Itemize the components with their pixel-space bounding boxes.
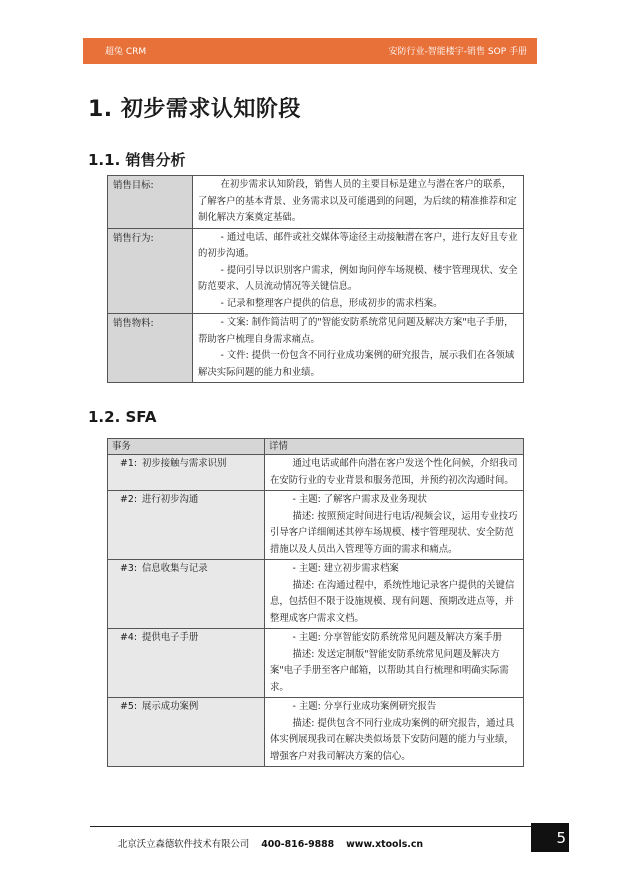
paragraph: - 主题: 建立初步需求档案 bbox=[292, 563, 399, 574]
column-header-task: 事务 bbox=[108, 439, 265, 455]
step-name: 初步接触与需求识别 bbox=[142, 458, 227, 469]
section-1-1-title: 1.1. 销售分析 bbox=[88, 151, 186, 169]
header-brand: 超兔 CRM bbox=[105, 47, 147, 57]
step-cell bbox=[108, 629, 265, 698]
table-row bbox=[108, 629, 524, 698]
page-number-box bbox=[531, 823, 569, 852]
paragraph: - 记录和整理客户提供的信息，形成初步的需求档案。 bbox=[220, 297, 443, 309]
step-cell bbox=[108, 491, 265, 560]
step-cell bbox=[108, 560, 265, 629]
footer-phone: 400-816-9888 bbox=[261, 839, 335, 850]
sales-analysis-table bbox=[107, 175, 524, 383]
paragraph: - 提问引导以识别客户需求，例如询问停车场规模、楼宇管理现状、安全防范要求、人员流动情况等关键信息。 bbox=[198, 264, 518, 292]
header-doc-title: 安防行业-智能楼宇-销售 SOP 手册 bbox=[388, 47, 527, 57]
page-number: 5 bbox=[556, 829, 566, 847]
step-name: 信息收集与记录 bbox=[142, 563, 208, 574]
paragraph: - 文件: 提供一份包含不同行业成功案例的研究报告，展示我们在各领域解决实际问题的能力和业绩。 bbox=[198, 350, 515, 378]
footer-divider bbox=[90, 826, 531, 827]
step-cell bbox=[108, 455, 265, 491]
table-row bbox=[108, 455, 524, 491]
step-cell bbox=[108, 698, 265, 767]
detail-cell bbox=[265, 698, 524, 767]
row-label: 销售目标: bbox=[108, 176, 193, 229]
detail-cell bbox=[265, 629, 524, 698]
table-row bbox=[108, 698, 524, 767]
step-name: 提供电子手册 bbox=[142, 632, 199, 643]
paragraph: - 主题: 了解客户需求及业务现状 bbox=[292, 494, 427, 505]
header-bar bbox=[83, 38, 537, 64]
column-header-detail: 详情 bbox=[265, 439, 524, 455]
row-label: 销售行为: bbox=[108, 228, 193, 314]
section-1-title: 1. 初步需求认知阶段 bbox=[88, 97, 301, 122]
paragraph: 描述: 提供包含不同行业成功案例的研究报告，通过具体实例展现我司在解决类似场景下安防问题的能力与业绩，增强客户对我司解决方案的信心。 bbox=[270, 717, 515, 762]
table-header-row bbox=[108, 439, 524, 455]
detail-cell bbox=[265, 560, 524, 629]
footer-company: 北京沃立森德软件技术有限公司 bbox=[118, 839, 250, 850]
table-row bbox=[108, 491, 524, 560]
row-body bbox=[193, 228, 524, 314]
footer-website[interactable]: www.xtools.cn bbox=[346, 839, 424, 850]
row-label: 销售物料: bbox=[108, 314, 193, 383]
paragraph: - 文案: 制作简洁明了的"智能安防系统常见问题及解决方案"电子手册，帮助客户梳理自身需求痛点。 bbox=[198, 317, 514, 345]
detail-cell bbox=[265, 491, 524, 560]
detail-cell bbox=[265, 455, 524, 491]
paragraph: 在初步需求认知阶段，销售人员的主要目标是建立与潜在客户的联系，了解客户的基本背景、业务需求以及可能遇到的问题，为后续的精准推荐和定制化解决方案奠定基础。 bbox=[198, 179, 517, 223]
step-number: #4: bbox=[120, 632, 137, 643]
step-number: #2: bbox=[120, 494, 137, 505]
table-row bbox=[108, 176, 524, 229]
paragraph: - 主题: 分享行业成功案例研究报告 bbox=[292, 701, 437, 712]
table-row bbox=[108, 228, 524, 314]
paragraph: 描述: 发送定制版"智能安防系统常见问题及解决方案"电子手册至客户邮箱，以帮助其自行梳理和明确实际需求。 bbox=[270, 648, 509, 693]
table-row bbox=[108, 560, 524, 629]
paragraph: - 通过电话、邮件或社交媒体等途径主动接触潜在客户，进行友好且专业的初步沟通。 bbox=[198, 231, 518, 259]
section-1-2-title: 1.2. SFA bbox=[88, 408, 157, 426]
step-number: #1: bbox=[120, 458, 137, 469]
footer-info bbox=[118, 836, 423, 850]
row-body bbox=[193, 314, 524, 383]
sfa-table bbox=[107, 438, 524, 767]
row-body bbox=[193, 176, 524, 229]
step-name: 进行初步沟通 bbox=[142, 494, 199, 505]
paragraph: 描述: 在沟通过程中，系统性地记录客户提供的关键信息，包括但不限于设施规模、现有问题、预期改进点等，并整理成客户需求文档。 bbox=[270, 579, 515, 624]
table-row bbox=[108, 314, 524, 383]
paragraph: 描述: 按照预定时间进行电话/视频会议，运用专业技巧引导客户详细阐述其停车场规模、楼宇管理现状、安全防范措施以及人员出入管理等方面的需求和痛点。 bbox=[270, 510, 518, 555]
paragraph: 通过电话或邮件向潜在客户发送个性化问候，介绍我司在安防行业的专业背景和服务范围，并预约初次沟通时间。 bbox=[270, 458, 518, 486]
step-number: #3: bbox=[120, 563, 137, 574]
step-name: 展示成功案例 bbox=[142, 701, 199, 712]
paragraph: - 主题: 分享智能安防系统常见问题及解决方案手册 bbox=[292, 632, 502, 643]
step-number: #5: bbox=[120, 701, 137, 712]
